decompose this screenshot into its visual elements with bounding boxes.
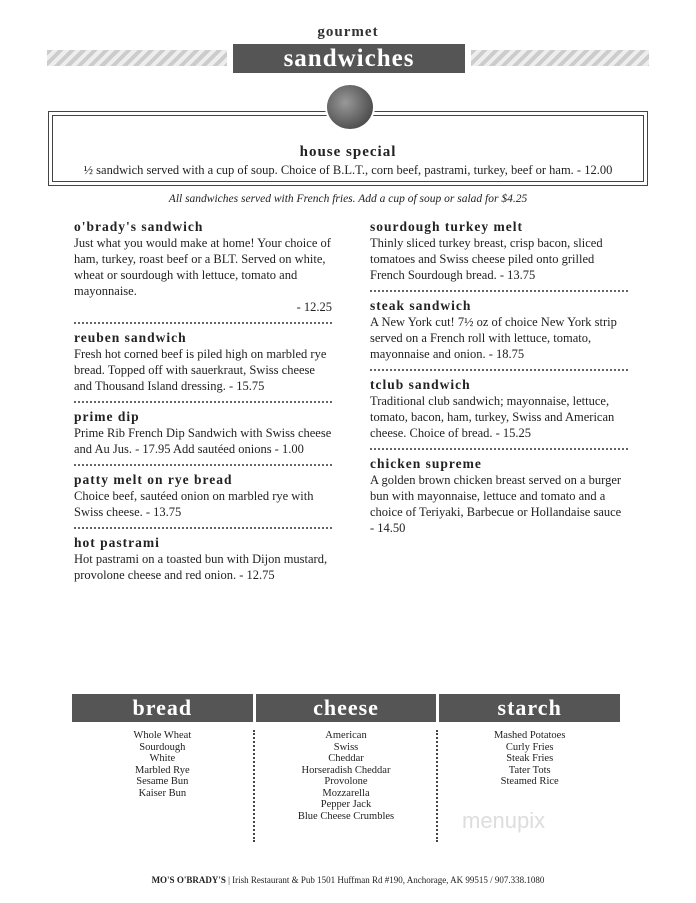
watermark: menupix	[462, 808, 546, 833]
category-option: White	[149, 753, 176, 764]
header-kicker: gourmet	[317, 24, 379, 40]
house-special-title: house special	[299, 144, 397, 160]
menu-item-price: - 12.25	[296, 300, 332, 314]
footer-address: | Irish Restaurant & Pub 1501 Huffman Rd #190, Anchorage, AK 99515 / 907.338.1080	[228, 875, 545, 885]
category-header: starch	[439, 694, 620, 722]
menu-item-description: Thinly sliced turkey breast, crisp bacon, sliced tomatoes and Swiss cheese piled onto grilled French Sourdough bread. - 13.75	[370, 236, 603, 282]
category-option: Tater Tots	[508, 764, 551, 776]
menu-item-name: tclub sandwich	[370, 377, 471, 392]
dotted-divider	[370, 289, 628, 292]
menu-item-name: hot pastrami	[74, 535, 160, 550]
menu-item	[74, 409, 332, 466]
category-header: cheese	[256, 694, 437, 722]
dotted-divider	[74, 526, 332, 529]
dotted-separator	[253, 730, 255, 842]
page-title: sandwiches	[233, 44, 465, 73]
category-option: Whole Wheat	[133, 730, 192, 741]
menu-item-description: Prime Rib French Dip Sandwich with Swiss cheese and Au Jus. - 17.95 Add sautéed onions - 1.00	[74, 426, 332, 456]
menu-item	[74, 219, 332, 324]
category-bread	[72, 694, 253, 844]
category-option: Steamed Rice	[500, 776, 559, 787]
menu-item	[74, 330, 332, 403]
dotted-divider	[370, 368, 628, 371]
category-option: Blue Cheese Crumbles	[297, 810, 395, 822]
decorative-stripe-right	[471, 50, 649, 66]
right-column	[370, 219, 628, 536]
menu-item-description: Just what you would make at home! Your choice of ham, turkey, roast beef or a BLT. Served on white, wheat or sourdough with lettuce, tomato and mayonnaise.	[74, 236, 331, 298]
category-option: Mashed Potatoes	[493, 730, 566, 741]
menu-item	[370, 456, 628, 536]
menu-item-name: patty melt on rye bread	[74, 472, 233, 487]
menu-item-name: sourdough turkey melt	[370, 219, 524, 234]
tomato-emblem-icon	[325, 83, 375, 131]
category-option: Provolone	[324, 776, 368, 787]
menu-item-name: o'brady's sandwich	[74, 219, 204, 234]
footer	[0, 875, 696, 885]
menu-item-name: reuben sandwich	[74, 330, 187, 345]
category-option: Steak Fries	[506, 753, 554, 764]
dotted-separator	[436, 730, 438, 842]
dotted-divider	[74, 463, 332, 466]
menu-item	[74, 535, 332, 583]
menu-item-name: steak sandwich	[370, 298, 472, 313]
footer-name: MO'S O'BRADY'S	[151, 875, 226, 885]
left-column	[74, 219, 332, 583]
category-option: Pepper Jack	[320, 799, 372, 810]
menu-item-description: A New York cut! 7½ oz of choice New York strip served on a French roll with lettuce, tomato, mayonnaise and onion. - 18.75	[370, 315, 617, 361]
category-cheese	[256, 694, 437, 844]
decorative-stripe-left	[47, 50, 227, 66]
category-option: Curly Fries	[505, 741, 554, 753]
category-option: Sesame Bun	[136, 776, 189, 787]
menu-item-description: A golden brown chicken breast served on a burger bun with mayonnaise, lettuce and tomato and a choice of Teriyaki, Barbecue or Hollandaise sauce - 14.50	[370, 473, 622, 535]
category-option: Cheddar	[328, 753, 364, 764]
menu-item	[74, 472, 332, 529]
dotted-divider	[74, 400, 332, 403]
category-option: Swiss	[333, 741, 359, 753]
menu-item-description: Fresh hot corned beef is piled high on marbled rye bread. Topped off with sauerkraut, Swiss cheese and Thousand Island dressing. - 15.75	[74, 347, 327, 393]
menu-item-description: Traditional club sandwich; mayonnaise, lettuce, tomato, bacon, ham, turkey, Swiss and American cheese. Choice of bread. - 15.25	[370, 394, 615, 440]
menu-item-name: prime dip	[74, 409, 140, 424]
menu-item-description: Choice beef, sautéed onion on marbled rye with Swiss cheese. - 13.75	[74, 489, 314, 519]
sides-note: All sandwiches served with French fries. Add a cup of soup or salad for $4.25	[168, 193, 528, 205]
menu-item-name: chicken supreme	[370, 456, 482, 471]
menu-item	[370, 377, 628, 450]
category-option: Horseradish Cheddar	[301, 764, 391, 776]
category-option: Kaiser Bun	[138, 787, 187, 799]
category-option: Marbled Rye	[134, 764, 190, 776]
dotted-divider	[370, 447, 628, 450]
category-option: American	[325, 730, 367, 741]
house-special-description: ½ sandwich served with a cup of soup. Choice of B.L.T., corn beef, pastrami, turkey, beef or ham. - 12.00	[83, 163, 613, 177]
category-header: bread	[72, 694, 253, 722]
category-option: Sourdough	[139, 741, 186, 753]
dotted-divider	[74, 321, 332, 324]
menu-item	[370, 219, 628, 292]
menu-item-description: Hot pastrami on a toasted bun with Dijon mustard, provolone cheese and red onion. - 12.75	[74, 552, 328, 582]
menu-item	[370, 298, 628, 371]
category-option: Mozzarella	[322, 787, 370, 799]
